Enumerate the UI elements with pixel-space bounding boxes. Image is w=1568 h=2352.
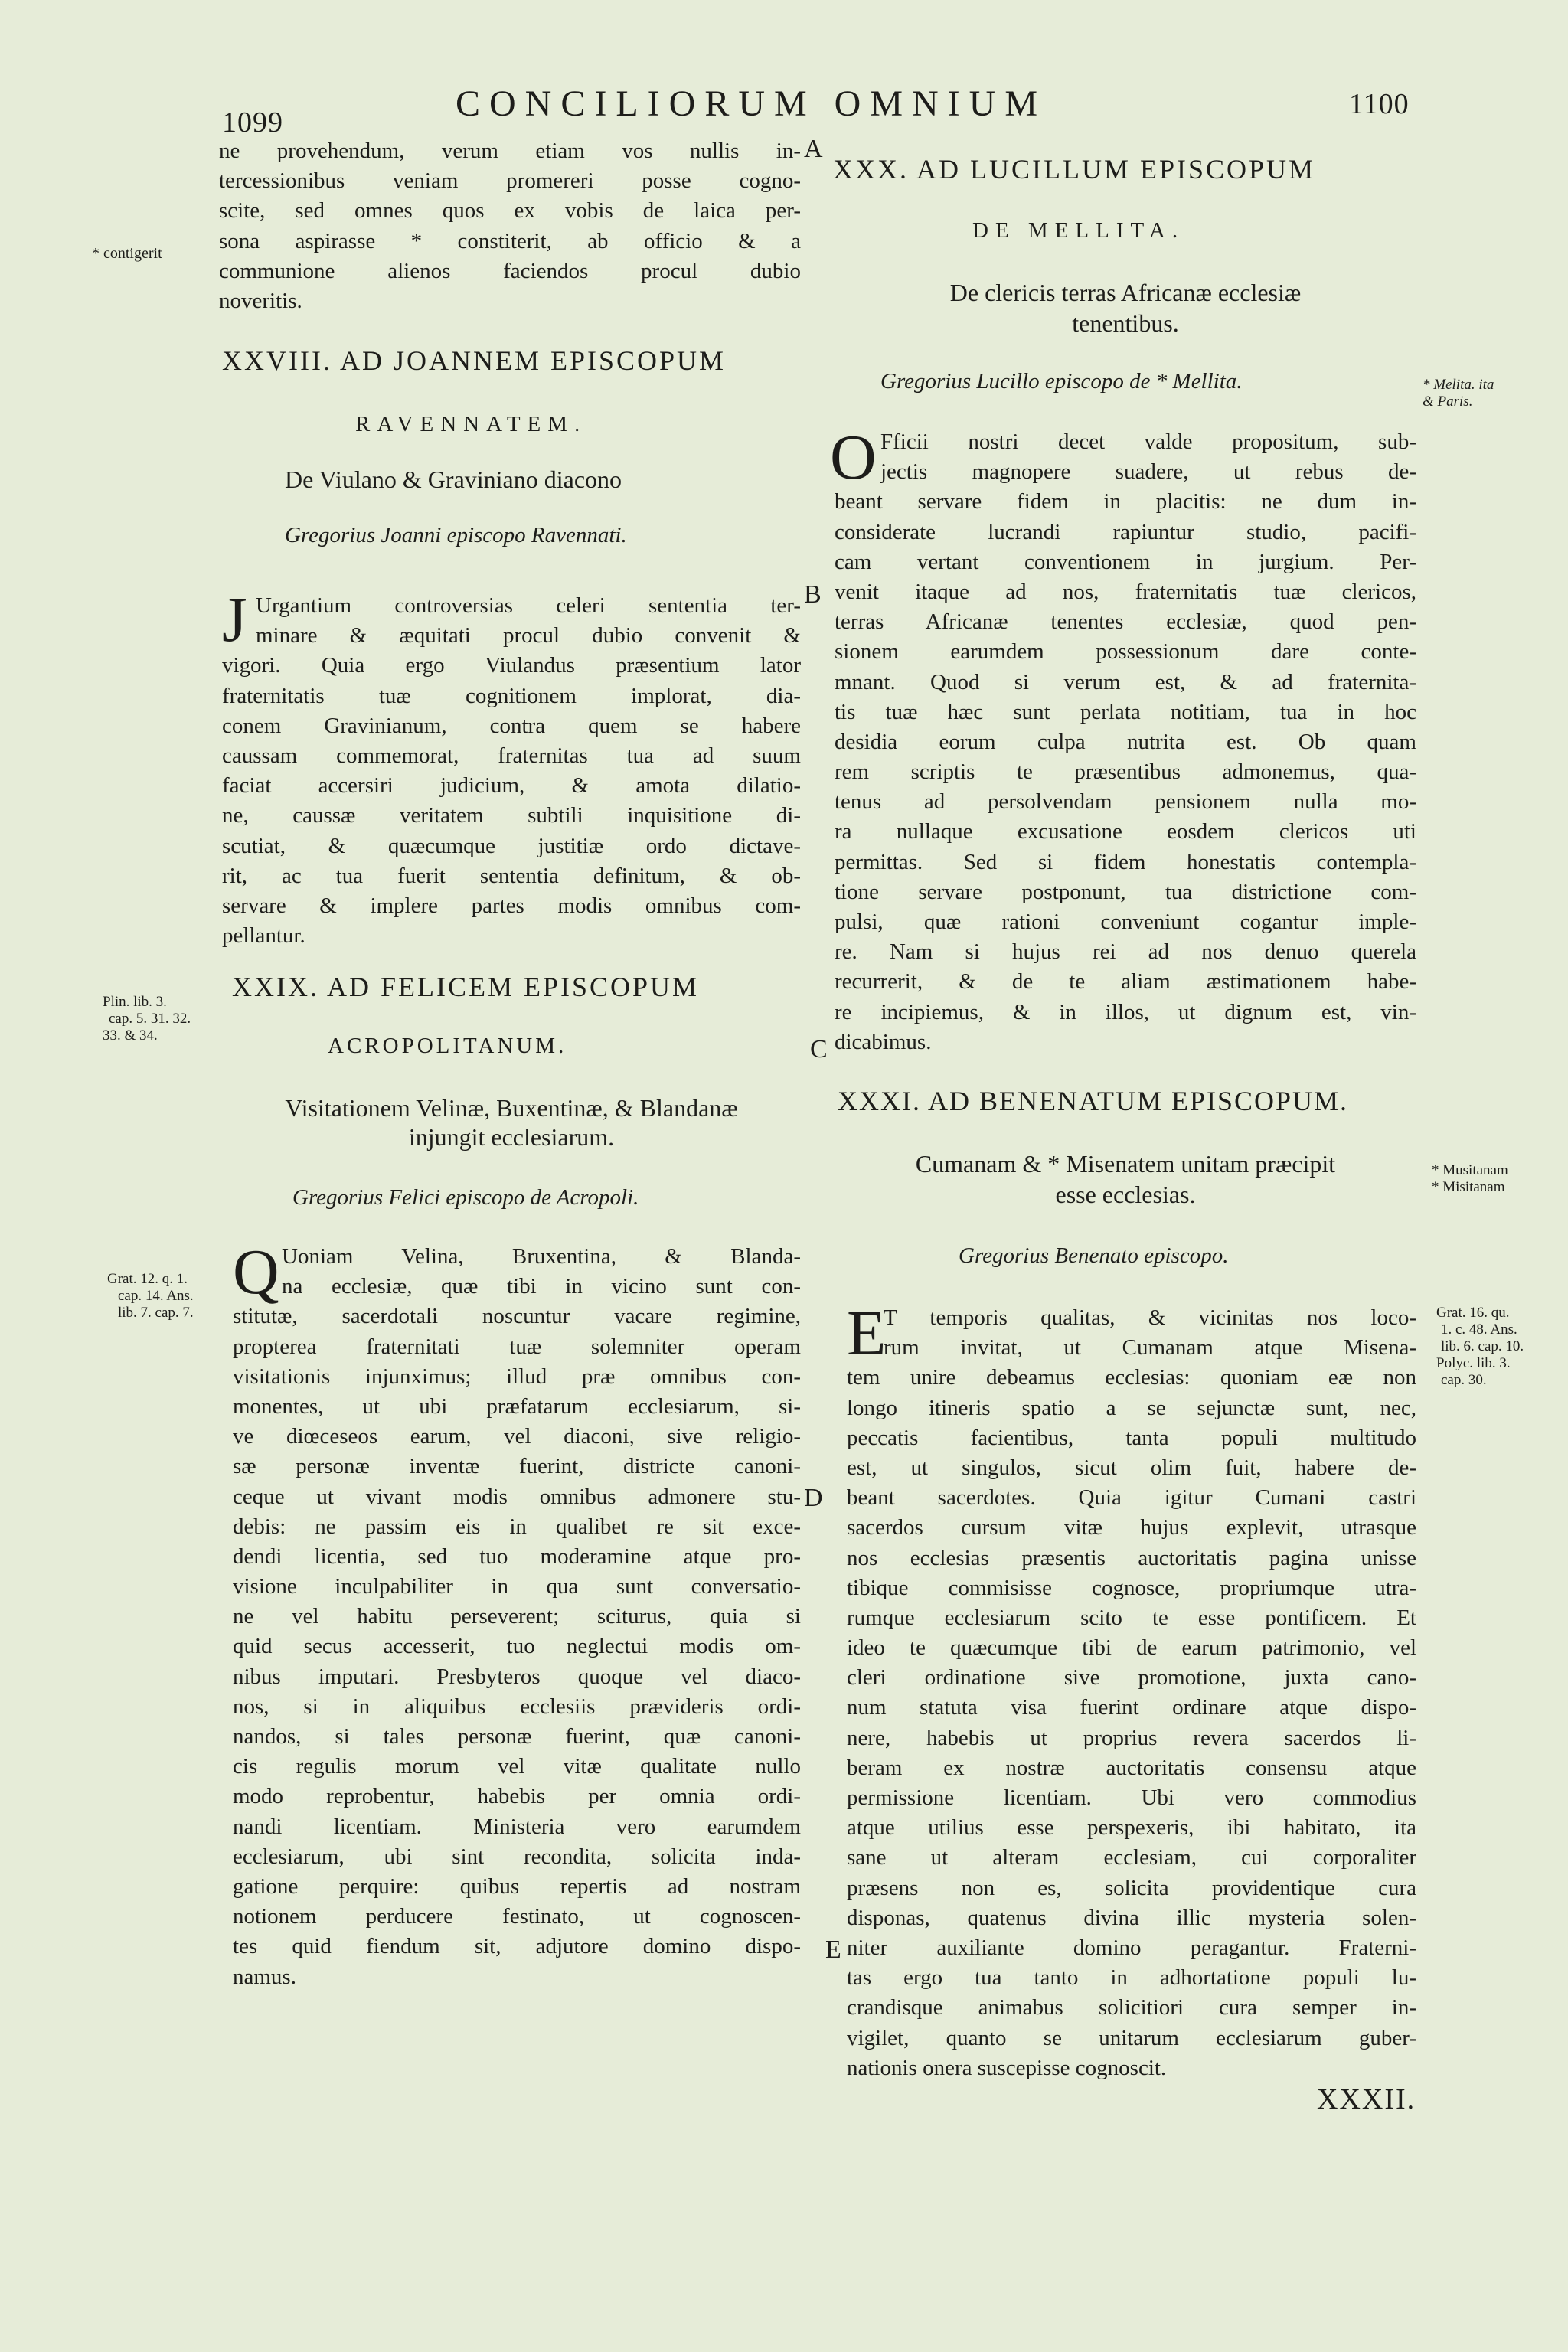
letter-28-subheading: RAVENNATEM. (355, 412, 587, 436)
text-line: vigilet, quanto se unitarum ecclesiarum guber- (847, 2025, 1416, 2050)
text-line: ecclesiarum, ubi sint recondita, solicita inda- (233, 1844, 801, 1869)
text-line: ve diœceseos earum, vel diaconi, sive religio- (233, 1424, 801, 1449)
drop-initial-j: J (222, 584, 247, 655)
text-line: notionem perducere festinato, ut cognoscen- (233, 1904, 801, 1929)
margin-note-mellita (1423, 377, 1494, 410)
text-line: nandos, si tales personæ fuerint, quæ canoni- (233, 1724, 801, 1749)
text-line: ceque ut vivant modis omnibus admonere stu- (233, 1484, 801, 1509)
text-line: cleri ordinatione sive promotione, juxta cano- (847, 1665, 1416, 1690)
text-line: permittas. Sed si fidem honestatis contempla- (835, 849, 1416, 874)
text-line: gatione perquire: quibus repertis ad nostram (233, 1873, 801, 1899)
text-line: re. Nam si hujus rei ad nos denuo querela (835, 939, 1416, 965)
margin-note-line: * Melita. ita (1423, 377, 1494, 393)
letter-31-address: Gregorius Benenato episcopo. (959, 1243, 1229, 1268)
text-line: ne, caussæ veritatem subtili inquisitione di- (222, 803, 801, 828)
text-line: præsens non es, solicita providentique cura (847, 1875, 1416, 1900)
text-line: noveritis. (219, 288, 302, 313)
margin-note-musitanam (1432, 1162, 1508, 1196)
margin-note-grat-right (1436, 1305, 1524, 1389)
text-line: Fficii nostri decet valde propositum, sub- (880, 430, 1416, 454)
text-line: rem scriptis te præsentibus admonemus, qua- (835, 760, 1416, 785)
text-line: debis: ne passim eis in qualibet re sit exce- (233, 1514, 801, 1539)
margin-note-line: Grat. 12. q. 1. (107, 1271, 188, 1287)
margin-note-line: 33. & 34. (103, 1027, 158, 1044)
margin-note-line: cap. 30. (1441, 1372, 1487, 1388)
margin-note-plin (103, 994, 191, 1044)
text-line: rit, ac tua fuerit sententia definitum, & ob- (222, 863, 801, 888)
text-line: beant sacerdotes. Quia igitur Cumani castri (847, 1485, 1416, 1511)
text-line: scite, sed omnes quos ex vobis de laica per- (219, 198, 801, 224)
text-line: caussam commemorat, fraternitas tua ad suum (222, 743, 801, 768)
section-marker-d: D (804, 1484, 823, 1512)
text-line: faciat accersiri judicium, & amota dilatio- (222, 773, 801, 799)
text-line: namus. (233, 1964, 296, 1989)
text-line: cis regulis morum vel vitæ qualitate nullo (233, 1754, 801, 1779)
letter-29-body (233, 1236, 801, 1992)
text-line: nationis onera suscepisse cognoscit. (847, 2055, 1167, 2080)
letter-30-body (835, 427, 1416, 1057)
text-line: re incipiemus, & in illos, ut dignum est, vin- (835, 999, 1416, 1024)
left-column (219, 136, 801, 316)
text-line: ideo te quæcumque tibi de earum patrimonio, vel (847, 1635, 1416, 1661)
text-line: tes quid fiendum sit, adjutore domino dispo- (233, 1934, 801, 1959)
text-line: minare & æquitati procul dubio convenit & (256, 623, 801, 648)
text-line: sæ personæ inventæ fuerint, districte canoni- (233, 1454, 801, 1479)
text-line: propterea fraternitati tuæ solemniter operam (233, 1334, 801, 1359)
text-line: nibus imputari. Presbyteros quoque vel diaco- (233, 1664, 801, 1689)
text-line: Uoniam Velina, Bruxentina, & Blanda- (282, 1244, 801, 1269)
text-line: nere, habebis ut proprius revera sacerdos li- (847, 1725, 1416, 1750)
text-line: monentes, ut ubi præfatarum ecclesiarum, si- (233, 1393, 801, 1419)
carryover-paragraph (219, 136, 801, 316)
letter-30-subheading: DE MELLITA. (972, 218, 1185, 243)
page-number-left: 1099 (222, 106, 283, 139)
text-line: tas ergo tua tanto in adhortatione populi lu- (847, 1965, 1416, 1991)
text-line: beram ex nostræ auctoritatis consensu atque (847, 1755, 1416, 1780)
rubric-line: esse ecclesias. (1055, 1181, 1196, 1208)
text-line: venit itaque ad nos, fraternitatis tuæ clericos, (835, 579, 1416, 604)
text-line: desidia eorum culpa nutrita est. Ob quam (835, 729, 1416, 754)
rubric-line: De clericis terras Africanæ ecclesiæ (949, 279, 1302, 306)
text-line: sionem earumdem possessionum dare conte- (835, 639, 1416, 665)
text-line: cam vertant conventionem in jurgium. Per- (835, 549, 1416, 574)
text-line: niter auxiliante domino peragantur. Fraterni- (847, 1935, 1416, 1960)
margin-note-line: Grat. 16. qu. (1436, 1305, 1510, 1321)
text-line: est, ut singulos, sicut olim fuit, habere de- (847, 1455, 1416, 1480)
letter-29-subheading: ACROPOLITANUM. (328, 1034, 567, 1058)
text-line: rumque ecclesiarum scito te esse pontificem. Et (847, 1605, 1416, 1630)
text-line: beant servare fidem in placitis: ne dum in- (835, 489, 1416, 514)
text-line: recurrerit, & de te aliam æstimationem habe- (835, 969, 1416, 995)
text-line: vigori. Quia ergo Viulandus præsentium lator (222, 653, 801, 678)
text-line: tenus ad persolvendam pensionem nulla mo- (835, 789, 1416, 815)
drop-initial-e: E (847, 1298, 887, 1369)
text-line: visione inculpabiliter in qua sunt conversatio- (233, 1574, 801, 1599)
text-line: dicabimus. (835, 1029, 932, 1054)
rubric-line: Cumanam & * Misenatem unitam præcipit (915, 1150, 1336, 1178)
text-line: considerate lucrandi rapiuntur studio, pacifi- (835, 519, 1416, 544)
margin-note-line: Plin. lib. 3. (103, 994, 167, 1010)
text-line: jectis magnopere suadere, ut rebus de- (880, 459, 1416, 485)
text-line: pellantur. (222, 923, 305, 949)
text-line: tem unire debeamus ecclesias: quoniam eæ non (847, 1365, 1416, 1390)
text-line: na ecclesiæ, quæ tibi in vicino sunt con- (282, 1274, 801, 1299)
text-line: mnant. Quod si verum est, & ad fraternita- (835, 669, 1416, 694)
text-line: tis tuæ hæc sunt perlata notitiam, tua in hoc (835, 699, 1416, 724)
text-line: longo itineris spatio a se sejunctæ sunt, nec, (847, 1395, 1416, 1420)
rubric-line: injungit ecclesiarum. (408, 1123, 615, 1151)
margin-note-line: * Musitanam (1432, 1162, 1508, 1178)
text-line: servare & implere partes modis omnibus com- (222, 893, 801, 918)
text-line: tercessionibus veniam promereri posse cogno- (219, 168, 801, 194)
rubric-line: tenentibus. (1072, 309, 1179, 337)
text-line: sona aspirasse * constiterit, ab officio & a (219, 228, 801, 253)
section-marker-e: E (825, 1936, 841, 1964)
letter-30-rubric (835, 277, 1416, 338)
running-title: CONCILIORUM OMNIUM (456, 83, 1047, 124)
letter-29-rubric (222, 1093, 801, 1152)
page-number-right: 1100 (1349, 88, 1410, 120)
text-line: nos, si in aliquibus ecclesiis prævideris ordi- (233, 1694, 801, 1719)
rubric-line: Visitationem Velinæ, Buxentinæ, & Blandanæ (285, 1094, 738, 1122)
text-line: ra nullaque excusatione eosdem clericos uti (835, 819, 1416, 844)
margin-note-line: cap. 5. 31. 32. (109, 1011, 191, 1027)
text-line: modo reprobentur, habebis per omnia ordi- (233, 1784, 801, 1809)
text-line: tibique commisisse cognosce, propriumque utra- (847, 1575, 1416, 1600)
text-line: scutiat, & quæcumque justitiæ ordo dictave- (222, 833, 801, 858)
section-marker-a: A (804, 135, 823, 163)
letter-30-heading: XXX. AD LUCILLUM EPISCOPUM (833, 154, 1316, 185)
letter-31-heading: XXXI. AD BENENATUM EPISCOPUM. (838, 1086, 1349, 1116)
letter-28-address: Gregorius Joanni episcopo Ravennati. (285, 523, 627, 547)
text-line: T temporis qualitas, & vicinitas nos loco- (884, 1305, 1416, 1330)
drop-initial-q: Q (233, 1236, 279, 1308)
text-line: ne vel habitu perseverent; sciturus, quia si (233, 1604, 801, 1629)
text-line: fraternitatis tuæ cognitionem implorat, dia- (222, 683, 801, 708)
margin-note-grat-left (107, 1271, 194, 1321)
text-line: pulsi, quæ rationi conveniunt cogantur imple- (835, 910, 1416, 934)
text-line: Urgantium controversias celeri sententia ter- (256, 593, 801, 618)
text-line: visitationis injunximus; illud præ omnibus con- (233, 1364, 801, 1389)
text-line: quid secus accesserit, tuo neglectui modis om- (233, 1634, 801, 1659)
drop-initial-o: O (830, 422, 877, 493)
letter-29-heading: XXIX. AD FELICEM EPISCOPUM (232, 972, 700, 1002)
text-line: atque utilius esse perspexeris, ibi habitato, ita (847, 1815, 1416, 1841)
section-marker-b: B (804, 580, 822, 609)
text-line: sacerdos cursum vitæ hujus explevit, utrasque (847, 1515, 1416, 1540)
text-line: nandi licentiam. Ministeria vero earumdem (233, 1814, 801, 1839)
section-marker-c: C (810, 1035, 828, 1063)
text-line: stitutæ, sacerdotali noscuntur vacare regimine, (233, 1304, 801, 1329)
margin-note-line: & Paris. (1423, 394, 1473, 410)
text-line: rum invitat, ut Cumanam atque Misena- (884, 1335, 1416, 1361)
margin-note-line: * Misitanam (1432, 1179, 1505, 1195)
text-line: terras Africanæ tenentes ecclesiæ, quod pen- (835, 609, 1416, 635)
text-line: ne provehendum, verum etiam vos nullis in- (219, 139, 801, 163)
letter-28-rubric: De Viulano & Graviniano diacono (285, 466, 622, 493)
letter-28-body (222, 591, 801, 951)
margin-note-line: lib. 6. cap. 10. (1441, 1338, 1524, 1354)
margin-note-line: lib. 7. cap. 7. (118, 1305, 194, 1321)
text-line: communione alienos faciendos procul dubio (219, 258, 801, 283)
letter-30-address: Gregorius Lucillo episcopo de * Mellita. (880, 369, 1243, 394)
margin-note-line: 1. c. 48. Ans. (1441, 1321, 1517, 1338)
margin-note-line: cap. 14. Ans. (118, 1288, 194, 1304)
letter-31-rubric (835, 1148, 1416, 1210)
text-line: disponas, quatenus divina illic mysteria solen- (847, 1905, 1416, 1930)
text-line: peccatis facientibus, tanta populi multitudo (847, 1425, 1416, 1450)
text-line: permissione licentiam. Ubi vero commodius (847, 1785, 1416, 1810)
catchword: XXXII. (1317, 2083, 1416, 2115)
text-line: num statuta visa fuerint ordinare atque dispo- (847, 1695, 1416, 1720)
text-line: crandisque animabus solicitiori cura semper in- (847, 1995, 1416, 2020)
text-line: nos ecclesias præsentis auctoritatis pagina unisse (847, 1545, 1416, 1570)
text-line: tione servare postponunt, tua districtione com- (835, 879, 1416, 904)
letter-28-heading: XXVIII. AD JOANNEM EPISCOPUM (222, 345, 727, 376)
letter-31-body (847, 1298, 1416, 2083)
text-line: conem Gravinianum, contra quem se habere (222, 713, 801, 738)
margin-note-line: Polyc. lib. 3. (1436, 1355, 1511, 1371)
text-line: sane ut alteram ecclesiam, cui corporaliter (847, 1845, 1416, 1870)
text-line: dendi licentia, sed tuo moderamine atque pro- (233, 1544, 801, 1569)
letter-29-address: Gregorius Felici episcopo de Acropoli. (292, 1185, 639, 1210)
margin-note-contigerit: * contigerit (92, 245, 162, 262)
